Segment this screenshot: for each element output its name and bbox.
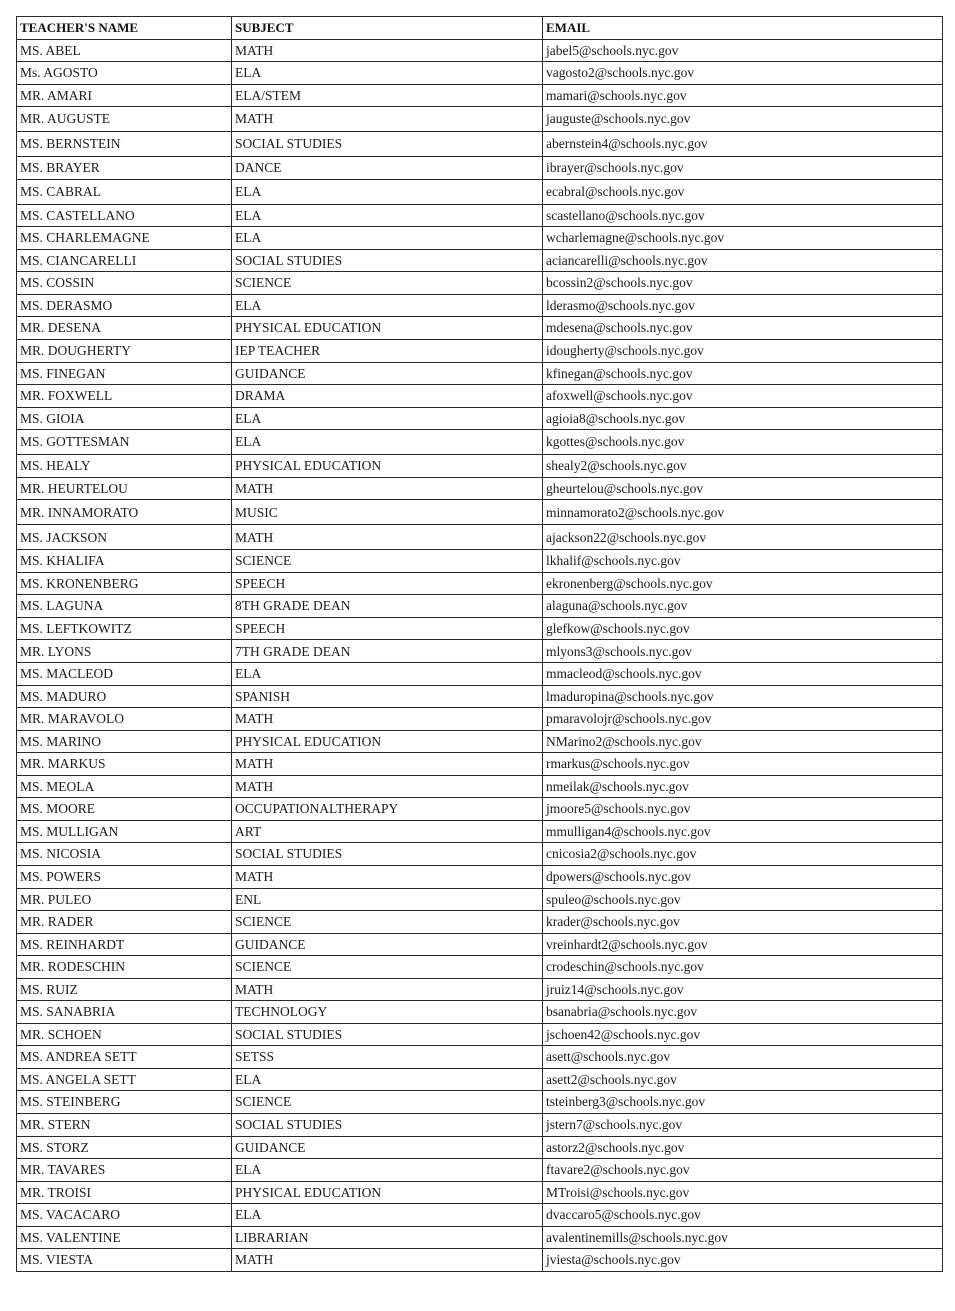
email-cell: astorz2@schools.nyc.gov	[543, 1136, 943, 1159]
teacher-name-cell: MS. MOORE	[17, 798, 232, 821]
subject-cell: SOCIAL STUDIES	[232, 132, 543, 157]
subject-cell: ELA/STEM	[232, 84, 543, 107]
teacher-name-cell: MS. FINEGAN	[17, 362, 232, 385]
table-row	[17, 294, 943, 317]
teacher-name-cell: MS. BRAYER	[17, 157, 232, 180]
table-row	[17, 500, 943, 525]
email-cell: kgottes@schools.nyc.gov	[543, 430, 943, 455]
email-cell: mlyons3@schools.nyc.gov	[543, 640, 943, 663]
teacher-name-cell: MS. LAGUNA	[17, 595, 232, 618]
email-cell: minnamorato2@schools.nyc.gov	[543, 500, 943, 525]
table-row	[17, 753, 943, 776]
email-cell: bsanabria@schools.nyc.gov	[543, 1001, 943, 1024]
email-cell: MTroisi@schools.nyc.gov	[543, 1181, 943, 1204]
teacher-name-cell: MS. ANDREA SETT	[17, 1046, 232, 1069]
subject-cell: SOCIAL STUDIES	[232, 843, 543, 866]
email-cell: aciancarelli@schools.nyc.gov	[543, 249, 943, 272]
email-cell: lmaduropina@schools.nyc.gov	[543, 685, 943, 708]
email-cell: jmoore5@schools.nyc.gov	[543, 798, 943, 821]
teacher-name-cell: MS. VACACARO	[17, 1204, 232, 1227]
email-cell: asett@schools.nyc.gov	[543, 1046, 943, 1069]
table-row	[17, 888, 943, 911]
header-subject: SUBJECT	[232, 17, 543, 40]
teacher-name-cell: MS. VALENTINE	[17, 1226, 232, 1249]
email-cell: mmacleod@schools.nyc.gov	[543, 663, 943, 686]
subject-cell: ELA	[232, 430, 543, 455]
subject-cell: PHYSICAL EDUCATION	[232, 455, 543, 478]
subject-cell: 7TH GRADE DEAN	[232, 640, 543, 663]
table-row	[17, 595, 943, 618]
table-row	[17, 640, 943, 663]
table-row	[17, 685, 943, 708]
table-row	[17, 820, 943, 843]
teacher-name-cell: MS. STEINBERG	[17, 1091, 232, 1114]
table-row	[17, 39, 943, 62]
teacher-name-cell: MS. MULLIGAN	[17, 820, 232, 843]
table-row	[17, 455, 943, 478]
email-cell: ecabral@schools.nyc.gov	[543, 179, 943, 204]
subject-cell: ENL	[232, 888, 543, 911]
teacher-name-cell: MS. VIESTA	[17, 1249, 232, 1272]
subject-cell: GUIDANCE	[232, 933, 543, 956]
subject-cell: MATH	[232, 753, 543, 776]
subject-cell: LIBRARIAN	[232, 1226, 543, 1249]
email-cell: abernstein4@schools.nyc.gov	[543, 132, 943, 157]
table-row	[17, 385, 943, 408]
email-cell: avalentinemills@schools.nyc.gov	[543, 1226, 943, 1249]
subject-cell: SPEECH	[232, 572, 543, 595]
table-row	[17, 107, 943, 132]
subject-cell: PHYSICAL EDUCATION	[232, 1181, 543, 1204]
table-row	[17, 179, 943, 204]
email-cell: ftavare2@schools.nyc.gov	[543, 1159, 943, 1182]
teacher-name-cell: MR. TROISI	[17, 1181, 232, 1204]
header-teachers-name: TEACHER'S NAME	[17, 17, 232, 40]
table-row	[17, 663, 943, 686]
email-cell: tsteinberg3@schools.nyc.gov	[543, 1091, 943, 1114]
teacher-name-cell: MR. SCHOEN	[17, 1023, 232, 1046]
subject-cell: ELA	[232, 62, 543, 85]
email-cell: vagosto2@schools.nyc.gov	[543, 62, 943, 85]
email-cell: lkhalif@schools.nyc.gov	[543, 550, 943, 573]
teacher-name-cell: MS. CABRAL	[17, 179, 232, 204]
teacher-name-cell: MS. ANGELA SETT	[17, 1068, 232, 1091]
table-row	[17, 84, 943, 107]
table-row	[17, 249, 943, 272]
teacher-name-cell: MR. AUGUSTE	[17, 107, 232, 132]
table-row	[17, 407, 943, 430]
email-cell: crodeschin@schools.nyc.gov	[543, 956, 943, 979]
subject-cell: ELA	[232, 663, 543, 686]
teacher-name-cell: MS. KRONENBERG	[17, 572, 232, 595]
header-email: EMAIL	[543, 17, 943, 40]
table-row	[17, 1249, 943, 1272]
table-row	[17, 317, 943, 340]
subject-cell: MATH	[232, 107, 543, 132]
subject-cell: ELA	[232, 227, 543, 250]
teacher-name-cell: MR. DESENA	[17, 317, 232, 340]
subject-cell: GUIDANCE	[232, 1136, 543, 1159]
email-cell: shealy2@schools.nyc.gov	[543, 455, 943, 478]
subject-cell: DRAMA	[232, 385, 543, 408]
teacher-name-cell: MR. DOUGHERTY	[17, 340, 232, 363]
teacher-name-cell: MS. GOTTESMAN	[17, 430, 232, 455]
email-cell: vreinhardt2@schools.nyc.gov	[543, 933, 943, 956]
email-cell: mmulligan4@schools.nyc.gov	[543, 820, 943, 843]
subject-cell: SOCIAL STUDIES	[232, 1023, 543, 1046]
subject-cell: OCCUPATIONALTHERAPY	[232, 798, 543, 821]
email-cell: dpowers@schools.nyc.gov	[543, 865, 943, 888]
subject-cell: SPANISH	[232, 685, 543, 708]
table-row	[17, 1046, 943, 1069]
email-cell: cnicosia2@schools.nyc.gov	[543, 843, 943, 866]
table-body	[17, 39, 943, 1271]
email-cell: agioia8@schools.nyc.gov	[543, 407, 943, 430]
table-row	[17, 62, 943, 85]
teacher-name-cell: MS. MACLEOD	[17, 663, 232, 686]
teacher-name-cell: MS. MARINO	[17, 730, 232, 753]
subject-cell: SCIENCE	[232, 911, 543, 934]
teacher-name-cell: MS. KHALIFA	[17, 550, 232, 573]
table-row	[17, 798, 943, 821]
table-row	[17, 617, 943, 640]
subject-cell: ELA	[232, 1204, 543, 1227]
table-row	[17, 843, 943, 866]
email-cell: ekronenberg@schools.nyc.gov	[543, 572, 943, 595]
table-row	[17, 550, 943, 573]
subject-cell: MATH	[232, 775, 543, 798]
email-cell: lderasmo@schools.nyc.gov	[543, 294, 943, 317]
teacher-name-cell: MS. DERASMO	[17, 294, 232, 317]
subject-cell: ELA	[232, 407, 543, 430]
email-cell: dvaccaro5@schools.nyc.gov	[543, 1204, 943, 1227]
email-cell: bcossin2@schools.nyc.gov	[543, 272, 943, 295]
table-row	[17, 1068, 943, 1091]
email-cell: scastellano@schools.nyc.gov	[543, 204, 943, 227]
subject-cell: PHYSICAL EDUCATION	[232, 317, 543, 340]
table-row	[17, 272, 943, 295]
table-row	[17, 978, 943, 1001]
teacher-name-cell: MS. MADURO	[17, 685, 232, 708]
email-cell: idougherty@schools.nyc.gov	[543, 340, 943, 363]
email-cell: jstern7@schools.nyc.gov	[543, 1113, 943, 1136]
email-cell: jabel5@schools.nyc.gov	[543, 39, 943, 62]
teacher-name-cell: MS. CIANCARELLI	[17, 249, 232, 272]
email-cell: wcharlemagne@schools.nyc.gov	[543, 227, 943, 250]
teacher-name-cell: MS. STORZ	[17, 1136, 232, 1159]
teacher-name-cell: MS. BERNSTEIN	[17, 132, 232, 157]
teacher-name-cell: MS. COSSIN	[17, 272, 232, 295]
table-header-row	[17, 17, 943, 40]
teacher-name-cell: MS. CASTELLANO	[17, 204, 232, 227]
email-cell: NMarino2@schools.nyc.gov	[543, 730, 943, 753]
table-row	[17, 1226, 943, 1249]
table-row	[17, 865, 943, 888]
subject-cell: IEP TEACHER	[232, 340, 543, 363]
email-cell: ajackson22@schools.nyc.gov	[543, 525, 943, 550]
email-cell: afoxwell@schools.nyc.gov	[543, 385, 943, 408]
email-cell: jruiz14@schools.nyc.gov	[543, 978, 943, 1001]
teacher-name-cell: MR. LYONS	[17, 640, 232, 663]
teacher-name-cell: MS. RUIZ	[17, 978, 232, 1001]
email-cell: jschoen42@schools.nyc.gov	[543, 1023, 943, 1046]
teacher-name-cell: MS. ABEL	[17, 39, 232, 62]
teacher-name-cell: Ms. AGOSTO	[17, 62, 232, 85]
table-row	[17, 227, 943, 250]
subject-cell: MATH	[232, 525, 543, 550]
table-row	[17, 1001, 943, 1024]
subject-cell: MATH	[232, 477, 543, 500]
table-row	[17, 1159, 943, 1182]
teacher-name-cell: MR. INNAMORATO	[17, 500, 232, 525]
table-row	[17, 775, 943, 798]
subject-cell: SOCIAL STUDIES	[232, 1113, 543, 1136]
teacher-name-cell: MR. RADER	[17, 911, 232, 934]
table-row	[17, 933, 943, 956]
table-row	[17, 730, 943, 753]
teacher-name-cell: MR. TAVARES	[17, 1159, 232, 1182]
teacher-name-cell: MS. GIOIA	[17, 407, 232, 430]
teacher-name-cell: MR. MARKUS	[17, 753, 232, 776]
subject-cell: MATH	[232, 865, 543, 888]
teacher-name-cell: MS. REINHARDT	[17, 933, 232, 956]
subject-cell: ELA	[232, 204, 543, 227]
teacher-name-cell: MS. MEOLA	[17, 775, 232, 798]
teacher-name-cell: MR. HEURTELOU	[17, 477, 232, 500]
subject-cell: ART	[232, 820, 543, 843]
email-cell: kfinegan@schools.nyc.gov	[543, 362, 943, 385]
teacher-directory-table	[16, 16, 943, 1272]
table-row	[17, 132, 943, 157]
email-cell: krader@schools.nyc.gov	[543, 911, 943, 934]
email-cell: ibrayer@schools.nyc.gov	[543, 157, 943, 180]
table-row	[17, 525, 943, 550]
table-row	[17, 708, 943, 731]
teacher-name-cell: MS. CHARLEMAGNE	[17, 227, 232, 250]
email-cell: jauguste@schools.nyc.gov	[543, 107, 943, 132]
subject-cell: 8TH GRADE DEAN	[232, 595, 543, 618]
subject-cell: ELA	[232, 1159, 543, 1182]
email-cell: alaguna@schools.nyc.gov	[543, 595, 943, 618]
teacher-name-cell: MR. AMARI	[17, 84, 232, 107]
table-row	[17, 362, 943, 385]
subject-cell: SCIENCE	[232, 550, 543, 573]
subject-cell: SOCIAL STUDIES	[232, 249, 543, 272]
subject-cell: MATH	[232, 1249, 543, 1272]
table-row	[17, 1023, 943, 1046]
teacher-name-cell: MS. SANABRIA	[17, 1001, 232, 1024]
email-cell: nmeilak@schools.nyc.gov	[543, 775, 943, 798]
teacher-name-cell: MS. JACKSON	[17, 525, 232, 550]
subject-cell: SCIENCE	[232, 1091, 543, 1114]
table-row	[17, 911, 943, 934]
subject-cell: MATH	[232, 39, 543, 62]
email-cell: mdesena@schools.nyc.gov	[543, 317, 943, 340]
subject-cell: GUIDANCE	[232, 362, 543, 385]
table-row	[17, 1091, 943, 1114]
email-cell: asett2@schools.nyc.gov	[543, 1068, 943, 1091]
subject-cell: ELA	[232, 294, 543, 317]
table-row	[17, 477, 943, 500]
table-row	[17, 956, 943, 979]
table-row	[17, 1204, 943, 1227]
email-cell: jviesta@schools.nyc.gov	[543, 1249, 943, 1272]
document-page	[16, 16, 942, 1272]
email-cell: rmarkus@schools.nyc.gov	[543, 753, 943, 776]
subject-cell: MUSIC	[232, 500, 543, 525]
teacher-name-cell: MS. POWERS	[17, 865, 232, 888]
teacher-name-cell: MR. FOXWELL	[17, 385, 232, 408]
subject-cell: TECHNOLOGY	[232, 1001, 543, 1024]
email-cell: glefkow@schools.nyc.gov	[543, 617, 943, 640]
subject-cell: PHYSICAL EDUCATION	[232, 730, 543, 753]
teacher-name-cell: MR. RODESCHIN	[17, 956, 232, 979]
email-cell: gheurtelou@schools.nyc.gov	[543, 477, 943, 500]
subject-cell: ELA	[232, 1068, 543, 1091]
email-cell: pmaravolojr@schools.nyc.gov	[543, 708, 943, 731]
table-row	[17, 157, 943, 180]
table-row	[17, 572, 943, 595]
teacher-name-cell: MS. HEALY	[17, 455, 232, 478]
teacher-name-cell: MR. STERN	[17, 1113, 232, 1136]
table-row	[17, 1181, 943, 1204]
table-row	[17, 430, 943, 455]
teacher-name-cell: MS. LEFTKOWITZ	[17, 617, 232, 640]
subject-cell: SETSS	[232, 1046, 543, 1069]
subject-cell: MATH	[232, 978, 543, 1001]
subject-cell: DANCE	[232, 157, 543, 180]
subject-cell: SPEECH	[232, 617, 543, 640]
email-cell: mamari@schools.nyc.gov	[543, 84, 943, 107]
subject-cell: SCIENCE	[232, 956, 543, 979]
teacher-name-cell: MR. MARAVOLO	[17, 708, 232, 731]
email-cell: spuleo@schools.nyc.gov	[543, 888, 943, 911]
table-row	[17, 340, 943, 363]
teacher-name-cell: MS. NICOSIA	[17, 843, 232, 866]
table-row	[17, 1113, 943, 1136]
subject-cell: MATH	[232, 708, 543, 731]
table-row	[17, 204, 943, 227]
subject-cell: ELA	[232, 179, 543, 204]
teacher-name-cell: MR. PULEO	[17, 888, 232, 911]
subject-cell: SCIENCE	[232, 272, 543, 295]
table-row	[17, 1136, 943, 1159]
